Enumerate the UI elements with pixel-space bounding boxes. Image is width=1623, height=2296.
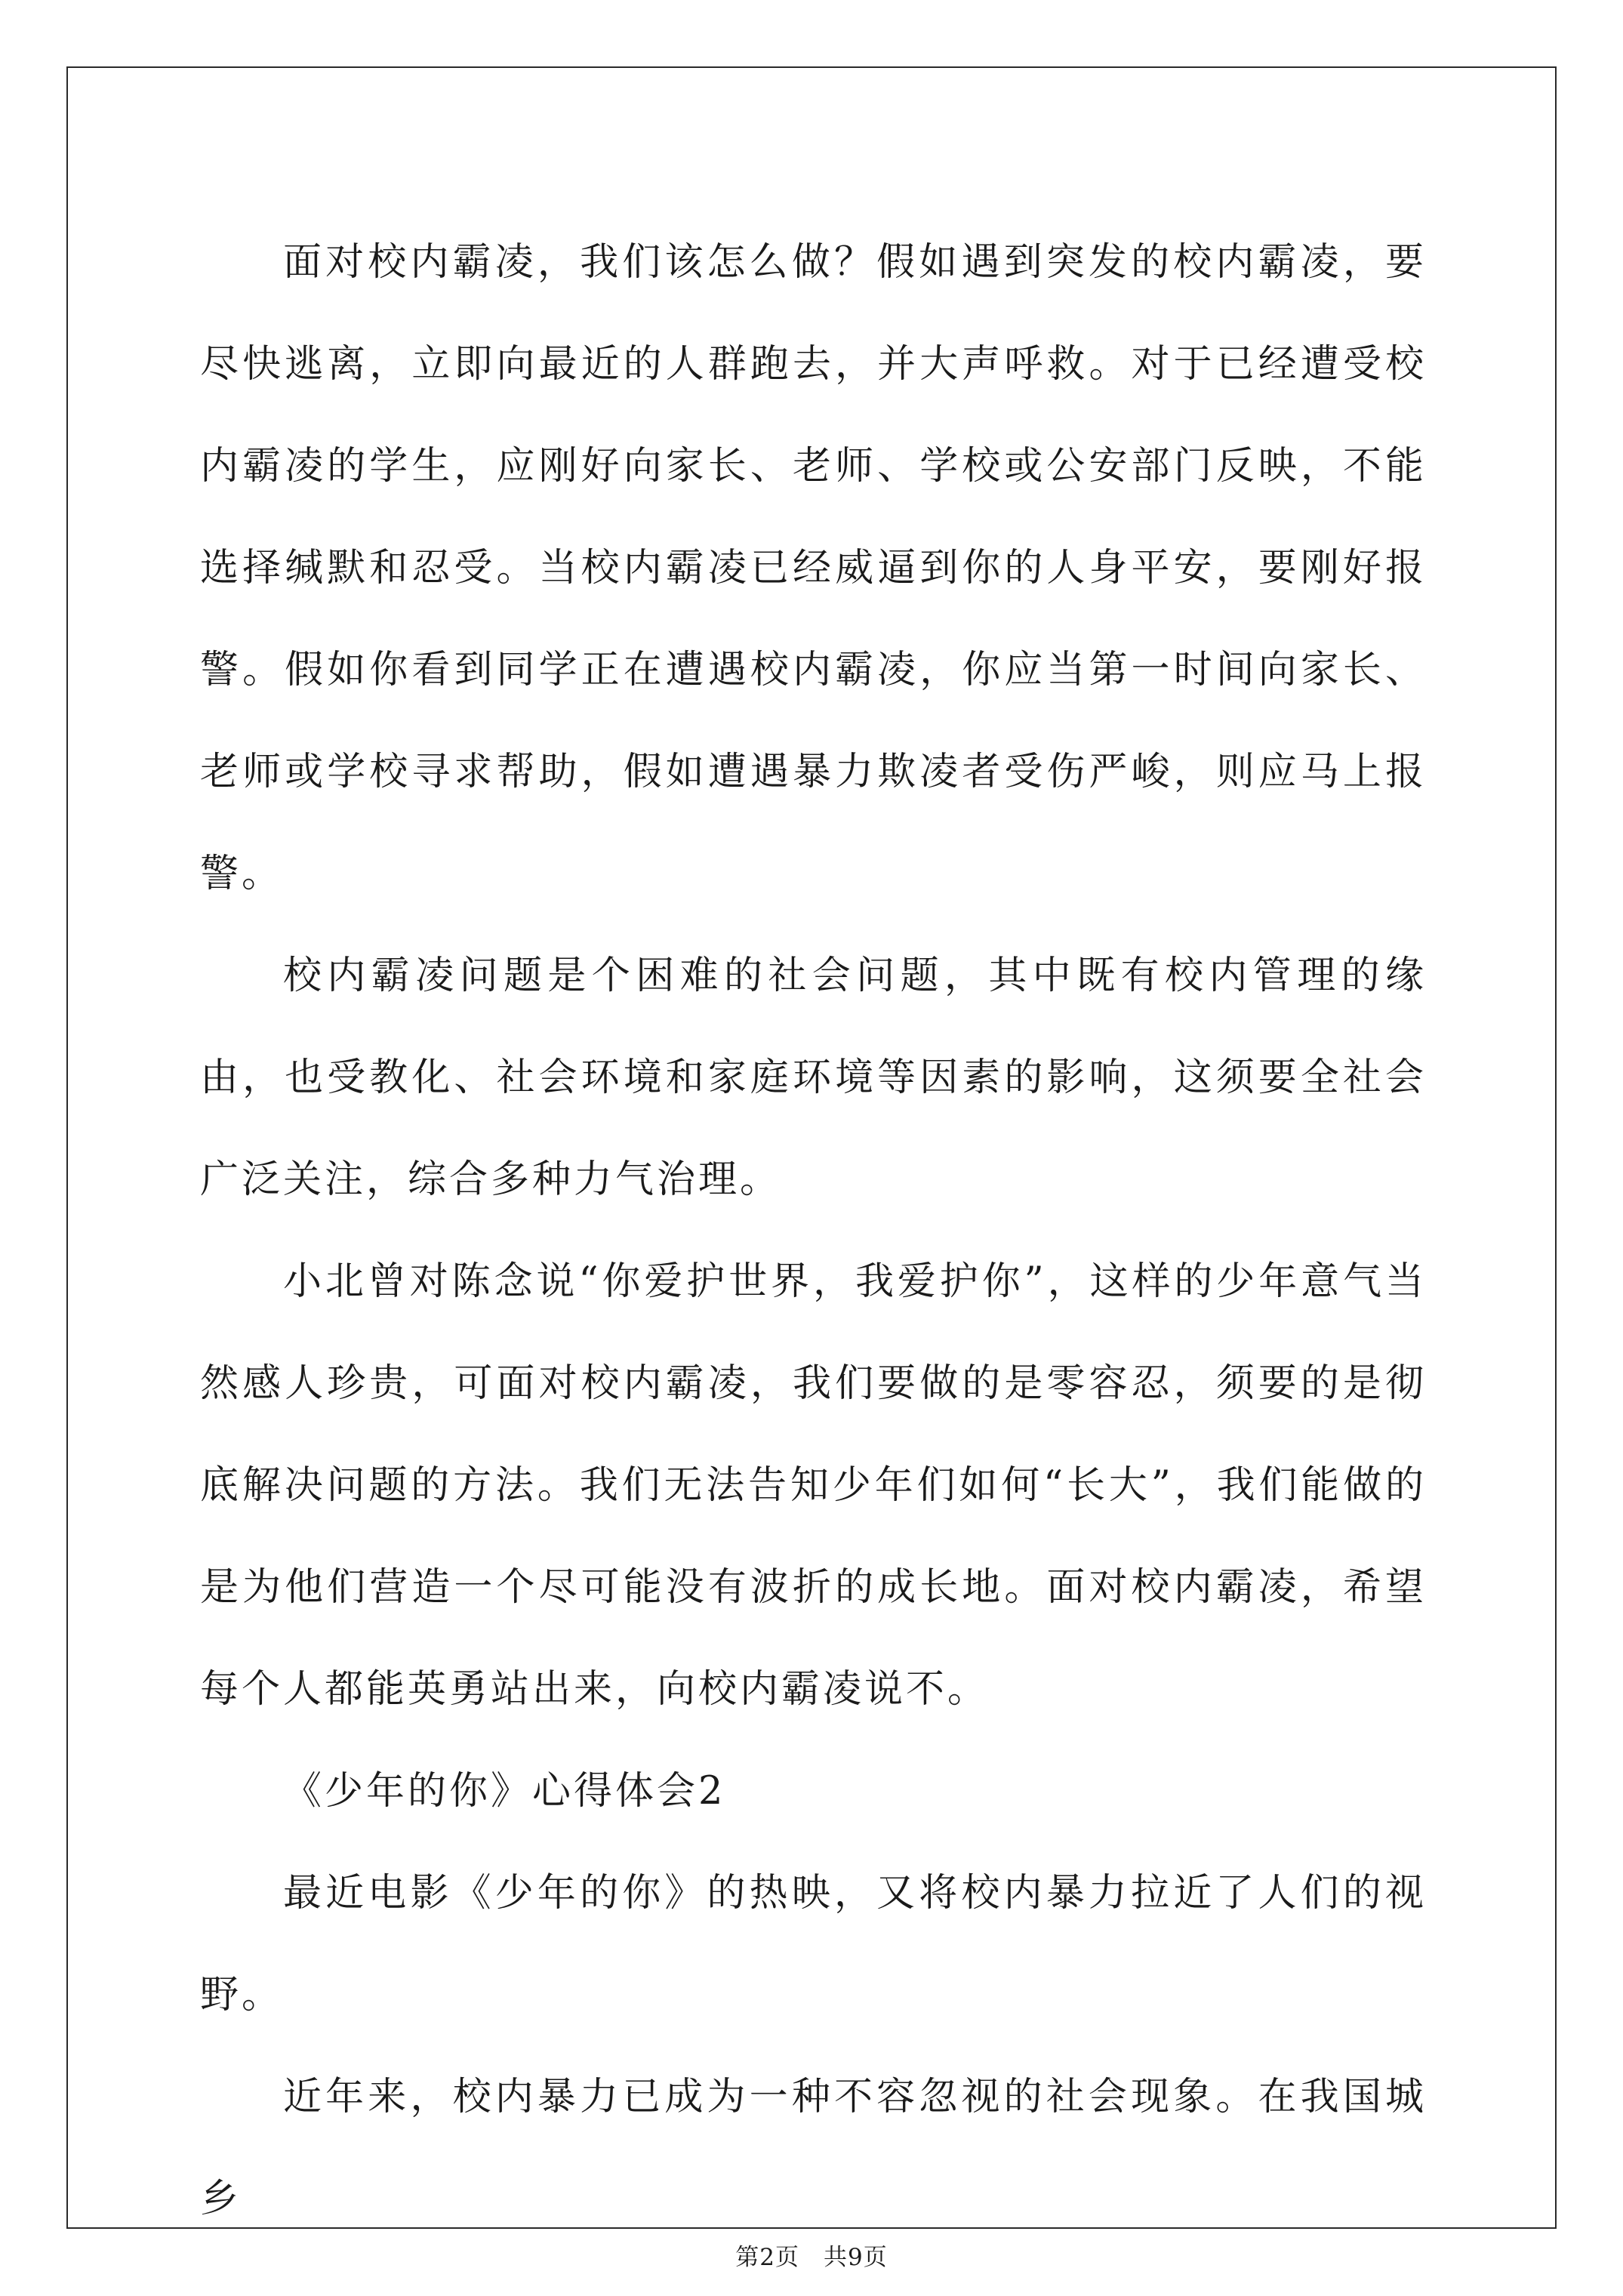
section-heading: 《少年的你》心得体会2 [283, 1769, 726, 1814]
paragraph-movie-intro: 最近电影《少年的你》的热映，又将校内暴力拉近了人们的视野。 [200, 1871, 1427, 2017]
document-body [200, 211, 1427, 2250]
paragraph-social-problem: 校内霸凌问题是个困难的社会问题，其中既有校内管理的缘由，也受教化、社会环境和家庭环境等因素的影响，这须要全社会广泛关注，综合多种力气治理。 [200, 954, 1427, 1202]
paragraph-recent-years: 近年来，校内暴力已成为一种不容忽视的社会现象。在我国城乡 [200, 2075, 1427, 2221]
paragraph-coping-with-bullying: 面对校内霸凌，我们该怎么做？假如遇到突发的校内霸凌，要尽快逃离，立即向最近的人群跑去，并大声呼救。对于已经遭受校内霸凌的学生，应刚好向家长、老师、学校或公安部门反映，不能选择缄默和忍受。当校内霸凌已经威逼到你的人身平安，要刚好报警。假如你看到同学正在遭遇校内霸凌，你应当第一时间向家长、老师或学校寻求帮助，假如遭遇暴力欺凌者受伤严峻，则应马上报警。 [200, 240, 1427, 896]
page-number-footer: 第2页 共9页 [735, 2244, 888, 2271]
paragraph-zero-tolerance: 小北曾对陈念说“你爱护世界，我爱护你”，这样的少年意气当然感人珍贵，可面对校内霸凌，我们要做的是零容忍，须要的是彻底解决问题的方法。我们无法告知少年们如何“长大”，我们能做的是为他们营造一个尽可能没有波折的成长地。面对校内霸凌，希望每个人都能英勇站出来，向校内霸凌说不。 [200, 1259, 1427, 1712]
